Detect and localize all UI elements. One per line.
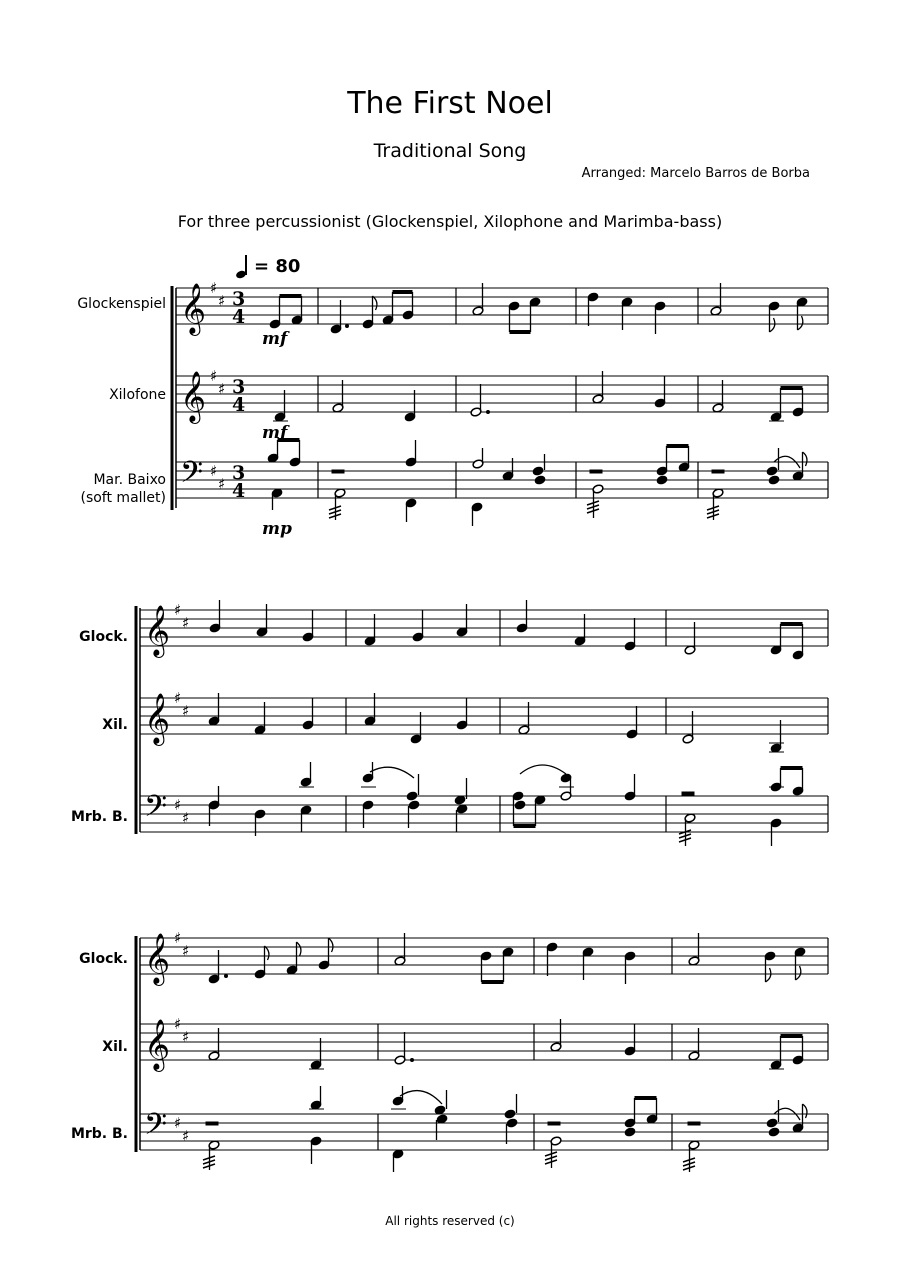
key-signature-icon <box>174 601 189 827</box>
svg-text:♯: ♯ <box>210 462 218 480</box>
treble-clef-icon: 𝄞 <box>180 283 207 334</box>
arranger-credit: Arranged: Marcelo Barros de Borba <box>581 166 810 181</box>
instrument-label-mar-short: Mrb. B. <box>70 809 128 825</box>
instrument-label-xil-short: Xil. <box>102 1039 128 1055</box>
glock-notes-s1 <box>269 283 808 334</box>
svg-text:♯: ♯ <box>182 942 190 960</box>
svg-text:♯: ♯ <box>182 809 190 827</box>
instrument-label-marimba: Mar. Baixo <box>93 472 166 488</box>
glock-notes-s2 <box>209 600 804 660</box>
key-signature-icon <box>174 929 189 1145</box>
piece-subtitle: Traditional Song <box>373 140 527 162</box>
svg-text:♯: ♯ <box>174 929 182 947</box>
barlines-system-1 <box>318 288 828 498</box>
system-3 <box>71 929 828 1172</box>
treble-clef-icon: 𝄞 <box>144 605 171 656</box>
svg-text:♯: ♯ <box>182 702 190 720</box>
xil-notes-s1 <box>273 371 804 422</box>
piece-title: The First Noel <box>347 86 553 121</box>
instrument-label-glockenspiel: Glockenspiel <box>77 296 166 312</box>
staves-system-3 <box>140 938 828 1150</box>
time-sig-upper: 3 <box>232 288 246 310</box>
instrument-label-glock-short: Glock. <box>79 629 128 645</box>
instrument-label-marimba-mallet: (soft mallet) <box>80 490 166 506</box>
svg-text:♯: ♯ <box>210 367 218 385</box>
xil-notes-s2 <box>208 693 784 753</box>
key-signature-icon <box>210 279 225 493</box>
time-sig-lower: 4 <box>232 394 246 416</box>
treble-clef-icon: 𝄞 <box>144 1019 171 1070</box>
tempo-value: = 80 <box>254 255 301 277</box>
time-sig-lower: 4 <box>232 480 246 502</box>
glock-notes-s3 <box>208 933 806 984</box>
system-2 <box>71 600 828 846</box>
bass-clef-icon: 𝄢 <box>144 790 168 831</box>
copyright-notice: All rights reserved (c) <box>385 1214 515 1228</box>
xil-notes-s3 <box>208 1019 804 1070</box>
svg-text:♯: ♯ <box>182 1127 190 1145</box>
time-sig-lower: 4 <box>232 306 246 328</box>
instrument-label-mar-short: Mrb. B. <box>70 1126 128 1142</box>
treble-clef-icon: 𝄞 <box>144 693 171 744</box>
svg-text:♯: ♯ <box>218 380 226 398</box>
svg-text:♯: ♯ <box>182 1028 190 1046</box>
staff-glockenspiel <box>176 288 828 324</box>
svg-text:♯: ♯ <box>210 279 218 297</box>
dynamic-xilofone: mf <box>262 423 288 443</box>
bass-clef-icon: 𝄢 <box>144 1108 168 1149</box>
svg-text:♯: ♯ <box>174 689 182 707</box>
bass-clef-icon: 𝄢 <box>180 456 204 497</box>
svg-text:♯: ♯ <box>174 1015 182 1033</box>
svg-text:♯: ♯ <box>218 292 226 310</box>
scoring-note: For three percussionist (Glockenspiel, Xilophone and Marimba-bass) <box>177 212 723 231</box>
dynamic-glockenspiel: mf <box>262 329 288 349</box>
time-sig-upper: 3 <box>232 462 246 484</box>
staves-system-2 <box>140 610 828 832</box>
svg-text:♯: ♯ <box>218 475 226 493</box>
dynamic-marimba: mp <box>262 519 292 539</box>
instrument-label-xilofone: Xilofone <box>109 387 166 403</box>
mar-notes-s1 <box>267 440 807 526</box>
staff-xilofone <box>176 376 828 412</box>
barlines-system-2 <box>346 610 828 832</box>
treble-clef-icon: 𝄞 <box>144 933 171 984</box>
treble-clef-icon: 𝄞 <box>180 371 207 422</box>
instrument-label-xil-short: Xil. <box>102 717 128 733</box>
svg-text:♯: ♯ <box>174 601 182 619</box>
system-1 <box>77 279 828 539</box>
svg-text:♯: ♯ <box>174 1114 182 1132</box>
svg-text:♯: ♯ <box>174 796 182 814</box>
mar-notes-s2 <box>208 762 804 846</box>
svg-text:♯: ♯ <box>182 614 190 632</box>
instrument-label-glock-short: Glock. <box>79 951 128 967</box>
time-sig-upper: 3 <box>232 376 246 398</box>
mar-notes-s3 <box>203 1086 807 1172</box>
